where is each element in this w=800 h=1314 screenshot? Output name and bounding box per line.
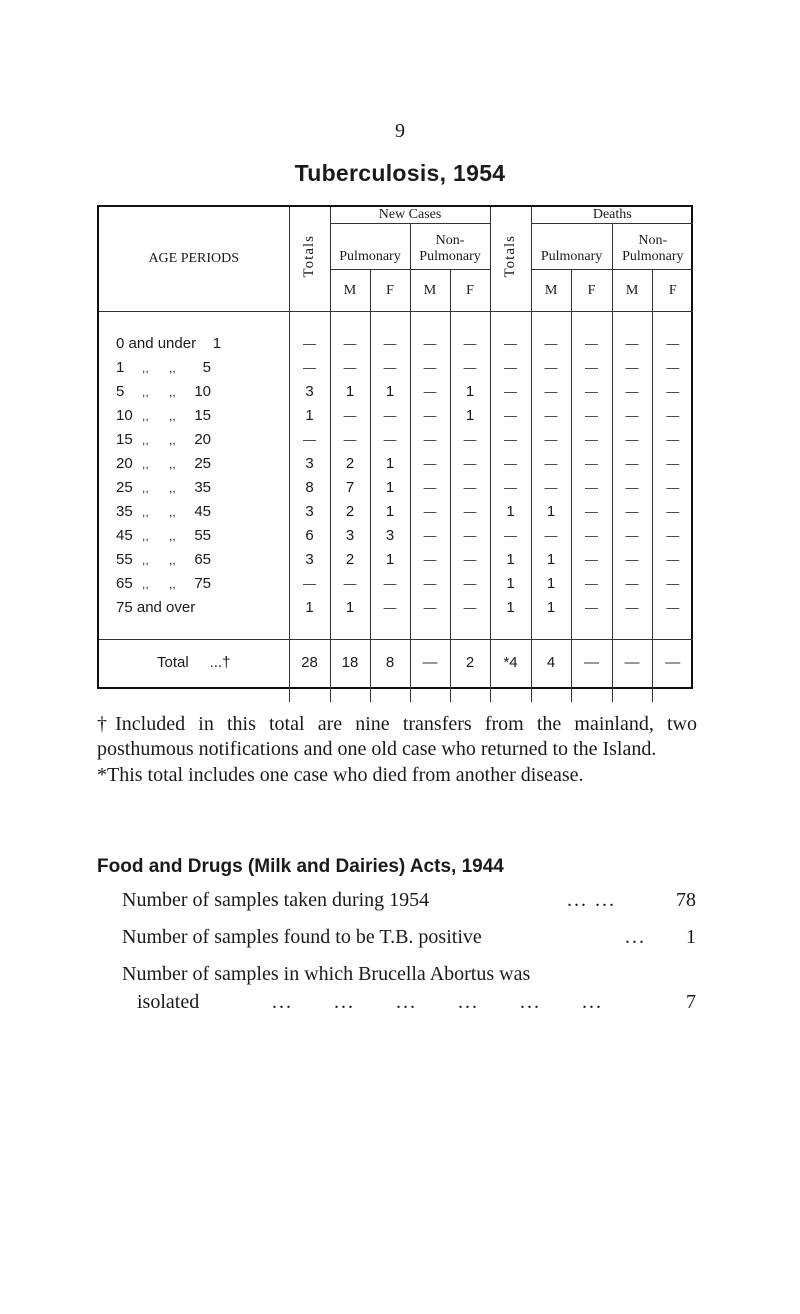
table-row [99,476,693,500]
col-new-pulm-m: M [330,270,370,312]
totals-new-label: Totals [301,235,317,278]
total-cell: *4 [490,640,531,686]
table-cell: — [571,524,612,548]
table-cell: — [490,380,531,404]
table-cell: — [490,356,531,380]
age-upper: 35 [194,479,211,496]
page-title: Tuberculosis, 1954 [294,160,506,186]
table-cell: 1 [450,404,490,428]
age-upper: 20 [194,431,211,448]
age-upper: 25 [194,455,211,472]
food-item-value: 7 [686,991,696,1013]
table-cell: — [652,428,693,452]
col-deaths-pulm-m: M [531,270,571,312]
age-period [99,428,289,452]
table-cell: — [450,452,490,476]
ditto-mark: ,, [169,481,176,495]
age-period [99,356,289,380]
col-deaths-nonpulm-m: M [612,270,652,312]
age-lower: 65 [116,575,133,592]
leader-dots: ... ... [567,889,616,911]
food-item [122,886,696,914]
table-cell: — [410,332,450,356]
age-period [99,404,289,428]
deaths-pulmonary-header: Pulmonary [531,224,612,270]
ditto-mark: ,, [169,433,176,447]
table-cell: — [612,380,652,404]
table-cell: 3 [289,500,330,524]
age-lower: 55 [116,551,133,568]
table-cell: — [612,452,652,476]
table-cell: 7 [330,476,370,500]
table-cell: — [490,452,531,476]
table-cell: — [289,572,330,596]
food-item-label: Number of samples found to be T.B. positive [122,926,482,948]
table-cell: — [571,332,612,356]
age-lower: 5 [116,383,125,400]
table-row [99,596,693,620]
table-cell: — [450,524,490,548]
table-cell: — [370,572,410,596]
table-cell: — [571,476,612,500]
table-row [99,356,693,380]
total-text: Total [157,654,189,672]
age-periods-header: AGE PERIODS [99,207,289,312]
table-cell: — [571,428,612,452]
col-new-pulm-f: F [370,270,410,312]
table-cell: — [410,404,450,428]
food-item-label-continued: isolated [137,991,200,1013]
table-cell: — [612,428,652,452]
ditto-mark: ,, [142,577,149,591]
footnote-asterisk: *This total includes one case who died from another disease. [97,764,584,786]
table-cell: — [450,596,490,620]
table-cell: 1 [450,380,490,404]
table-cell: 1 [531,500,571,524]
table-cell: — [571,572,612,596]
table-cell: 3 [289,452,330,476]
total-cell: — [652,640,693,686]
table-cell: — [410,380,450,404]
age-period [99,476,289,500]
table-cell: — [652,452,693,476]
table-cell: — [410,356,450,380]
table-cell: — [612,356,652,380]
age-period [99,548,289,572]
total-cell: — [410,640,450,686]
table-cell: 2 [330,452,370,476]
table-cell: 1 [531,596,571,620]
age-upper: 15 [194,407,211,424]
ditto-mark: ,, [169,577,176,591]
table-cell: — [652,572,693,596]
totals-deaths-label: Totals [502,235,519,278]
table-cell: 2 [330,548,370,572]
ditto-mark: ,, [142,481,149,495]
ditto-mark: ,, [142,385,149,399]
table-cell: — [289,356,330,380]
total-cell: 8 [370,640,410,686]
table-cell: — [571,596,612,620]
ditto-mark: ,, [142,409,149,423]
table-cell: 3 [289,548,330,572]
leader-dots: ... [625,926,646,948]
age-lower: 15 [116,431,133,448]
footnotes [97,712,697,788]
new-non-label-1: Non- [435,233,465,248]
table-cell: — [571,380,612,404]
table-cell: — [410,428,450,452]
table-cell: — [370,356,410,380]
table-cell: — [571,404,612,428]
food-drugs-list [122,886,696,1025]
table-cell: — [531,524,571,548]
deaths-header: Deaths [531,207,693,224]
table-cell: — [410,452,450,476]
totals-deaths-header [490,207,531,312]
food-item-value: 1 [686,926,696,948]
table-cell: — [531,380,571,404]
deaths-non-label-2: Pulmonary [622,249,684,264]
footnote-dagger: †Included in this total are nine transfers from the mainland, two posthumous notifications and one old case who returned to the Island. [97,713,697,760]
table-row [99,332,693,356]
age-lower: 25 [116,479,133,496]
table-cell: 1 [370,452,410,476]
table-cell: — [370,404,410,428]
table-cell: — [289,428,330,452]
table-row [99,380,693,404]
food-item-value: 78 [676,889,696,911]
table-cell: — [652,524,693,548]
table-cell: 2 [330,500,370,524]
table-cell: — [612,476,652,500]
table-cell: — [652,548,693,572]
ditto-mark: ,, [169,505,176,519]
food-drugs-heading: Food and Drugs (Milk and Dairies) Acts, 1944 [97,856,504,877]
table-row [99,524,693,548]
table-cell: — [571,548,612,572]
total-cell: — [612,640,652,686]
table-cell: — [612,404,652,428]
age-upper: 75 [194,575,211,592]
table-cell: 1 [490,572,531,596]
table-cell: — [450,476,490,500]
new-pulmonary-header: Pulmonary [330,224,410,270]
age-period [99,524,289,548]
table-cell: 1 [531,548,571,572]
food-item-label: Number of samples taken during 1954 [122,889,430,911]
table-row [99,428,693,452]
table-cell: 1 [490,548,531,572]
table-cell: — [531,404,571,428]
table-cell: — [571,356,612,380]
table-cell: 1 [289,596,330,620]
col-new-nonpulm-m: M [410,270,450,312]
table-cell: — [410,572,450,596]
table-cell: — [370,332,410,356]
table-cell: 3 [330,524,370,548]
age-lower: 1 [116,359,125,376]
table-cell: — [450,428,490,452]
table-cell: — [289,332,330,356]
page-number: 9 [395,120,405,142]
ditto-mark: ,, [142,433,149,447]
ditto-mark: ,, [142,553,149,567]
age-period [99,596,289,620]
table-cell: — [652,404,693,428]
total-mark: ...† [209,654,231,672]
table-cell: — [410,500,450,524]
table-row [99,500,693,524]
table-cell: — [531,356,571,380]
new-non-label-2: Pulmonary [419,249,481,264]
table-cell: 1 [330,596,370,620]
food-item-label: Number of samples in which Brucella Abortus was [122,963,531,985]
ditto-mark: ,, [142,529,149,543]
table-cell: 1 [330,380,370,404]
table-cell: — [490,332,531,356]
table-cell: 1 [531,572,571,596]
age-lower: 10 [116,407,133,424]
deaths-non-pulmonary-header [612,224,693,270]
total-cell: 4 [531,640,571,686]
age-upper: 55 [194,527,211,544]
table-cell: — [450,332,490,356]
deaths-non-label-1: Non- [638,233,668,248]
ditto-mark: ,, [169,409,176,423]
total-label [99,640,289,686]
total-cell: 2 [450,640,490,686]
leader-dots: ... ... ... ... ... ... [272,991,603,1013]
table-cell: — [330,356,370,380]
table-cell: — [330,332,370,356]
ditto-mark: ,, [169,361,176,375]
table-cell: — [410,548,450,572]
food-item [122,923,696,951]
age-lower: 35 [116,503,133,520]
age-upper: 10 [194,383,211,400]
table-cell: — [370,428,410,452]
ditto-mark: ,, [169,553,176,567]
total-cell: 28 [289,640,330,686]
table-row [99,404,693,428]
table-cell: — [450,548,490,572]
age-lower: 20 [116,455,133,472]
table-cell: — [450,500,490,524]
ditto-mark: ,, [169,457,176,471]
age-lower: 45 [116,527,133,544]
age-upper: 1 [212,335,222,352]
table-cell: — [531,428,571,452]
food-item [122,960,696,1016]
col-deaths-nonpulm-f: F [652,270,693,312]
table-cell: 3 [370,524,410,548]
age-period [99,452,289,476]
ditto-mark: ,, [169,385,176,399]
table-cell: 1 [370,500,410,524]
ditto-mark: ,, [142,361,149,375]
tuberculosis-table-grid [99,207,693,702]
age-label: 0 and under [116,335,197,352]
table-cell: — [612,548,652,572]
age-period [99,380,289,404]
table-cell: — [330,404,370,428]
table-cell: — [652,596,693,620]
table-cell: — [652,356,693,380]
table-cell: 1 [490,500,531,524]
table-cell: — [370,596,410,620]
table-cell: 8 [289,476,330,500]
table-cell: — [410,476,450,500]
ditto-mark: ,, [142,457,149,471]
table-cell: 1 [370,380,410,404]
col-new-nonpulm-f: F [450,270,490,312]
totals-new-header [289,207,330,312]
tuberculosis-table [97,205,693,689]
table-cell: — [490,428,531,452]
table-cell: — [571,452,612,476]
table-cell: — [410,524,450,548]
table-cell: — [652,476,693,500]
table-cell: — [652,380,693,404]
table-cell: 1 [490,596,531,620]
total-row [99,640,693,686]
age-period [99,500,289,524]
table-row [99,452,693,476]
table-cell: — [330,428,370,452]
age-upper: 45 [194,503,211,520]
col-deaths-pulm-f: F [571,270,612,312]
table-cell: — [612,500,652,524]
table-cell: — [612,596,652,620]
ditto-mark: ,, [169,529,176,543]
table-cell: — [531,476,571,500]
table-row [99,572,693,596]
table-cell: — [490,404,531,428]
table-cell: 1 [289,404,330,428]
age-period [99,572,289,596]
table-cell: — [531,332,571,356]
table-cell: — [450,572,490,596]
table-cell: — [490,476,531,500]
table-cell: 6 [289,524,330,548]
table-cell: — [612,332,652,356]
new-non-pulmonary-header [410,224,490,270]
age-upper: 65 [194,551,211,568]
table-cell: — [531,452,571,476]
age-upper: 5 [202,359,211,376]
table-cell: — [652,332,693,356]
age-period [99,332,289,356]
table-cell: — [571,500,612,524]
table-cell: 3 [289,380,330,404]
table-cell: — [612,572,652,596]
ditto-mark: ,, [142,505,149,519]
table-cell: — [410,596,450,620]
table-cell: 1 [370,548,410,572]
table-cell: — [330,572,370,596]
age-label: 75 and over [116,599,196,616]
table-row [99,548,693,572]
new-cases-header: New Cases [330,207,490,224]
table-cell: — [612,524,652,548]
total-cell: — [571,640,612,686]
table-cell: — [490,524,531,548]
table-cell: 1 [370,476,410,500]
table-cell: — [450,356,490,380]
total-cell: 18 [330,640,370,686]
table-cell: — [652,500,693,524]
